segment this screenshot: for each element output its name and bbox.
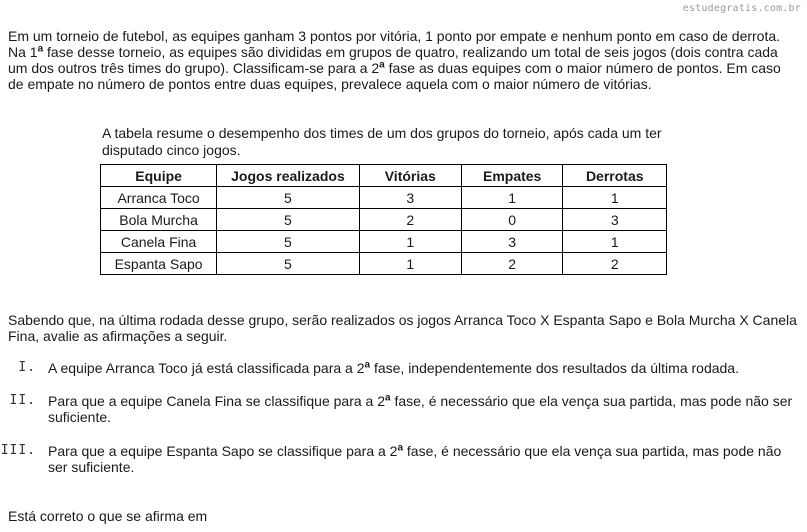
table-row	[101, 231, 667, 253]
cell-draws: 0	[461, 209, 563, 231]
question-closing: Está correto o que se afirma em	[8, 508, 208, 524]
cell-draws: 2	[461, 253, 563, 275]
question-context: Sabendo que, na última rodada desse grupo, serão realizados os jogos Arranca Toco X Espanta Sapo e Bola Murcha X Canela Fina, avalie as afirmações a seguir.	[8, 312, 797, 344]
cell-losses: 1	[563, 231, 667, 253]
cell-wins: 3	[359, 187, 461, 209]
cell-games: 5	[217, 231, 360, 253]
intro-part-1: Em um torneio de futebol, as equipes ganham 3 pontos por vitória, 1 ponto por empate e nenhum ponto em caso de derrota. Na	[8, 28, 781, 60]
cell-losses: 1	[563, 187, 667, 209]
cell-games: 5	[217, 187, 360, 209]
cell-wins: 2	[359, 209, 461, 231]
cell-draws: 1	[461, 187, 563, 209]
intro-part-3: fase as duas equipes com o maior número de pontos. Em caso de empate no número de pontos entre duas equipes, prevalece aquela com o maior número de vitórias.	[8, 60, 781, 92]
cell-team: Bola Murcha	[101, 209, 217, 231]
table-row	[101, 209, 667, 231]
cell-losses: 2	[563, 253, 667, 275]
intro-part-2: fase desse torneio, as equipes são divididas em grupos de quatro, realizando um total de seis jogos (dois contra cada um dos outros três times do grupo). Classificam-se para a 2	[8, 44, 778, 76]
table-row	[101, 253, 667, 275]
statement-number: I.	[18, 360, 36, 375]
table-header-row	[101, 165, 667, 187]
statement-text: Para que a equipe Canela Fina se classifique para a 2$^a$ fase, é necessário que ela vença sua partida, mas pode não ser suficiente.	[48, 392, 793, 425]
cell-team: Canela Fina	[101, 231, 217, 253]
table-caption: A tabela resume o desempenho dos times de um dos grupos do torneio, após cada um ter disputado cinco jogos.	[102, 125, 662, 158]
cell-wins: 1	[359, 253, 461, 275]
statement-number: II.	[9, 393, 36, 408]
intro-ordinal-2: a	[379, 59, 385, 71]
cell-games: 5	[217, 209, 360, 231]
cell-losses: 3	[563, 209, 667, 231]
header-losses: Derrotas	[563, 165, 667, 187]
table-row	[101, 187, 667, 209]
statement-number: III.	[0, 443, 36, 458]
cell-games: 5	[217, 253, 360, 275]
header-games: Jogos realizados	[217, 165, 360, 187]
statement-text: Para que a equipe Espanta Sapo se classifique para a 2$^a$ fase, é necessário que ela vença sua partida, mas pode não ser suficiente.	[48, 442, 782, 475]
question-intro	[8, 28, 800, 92]
cell-team: Arranca Toco	[101, 187, 217, 209]
intro-ordinal-1: a	[37, 43, 44, 55]
cell-team: Espanta Sapo	[101, 253, 217, 275]
header-wins: Vitórias	[359, 165, 461, 187]
statement-text: A equipe Arranca Toco já está classificada para a 2$^a$ fase, independentemente dos resultados da última rodada.	[48, 359, 739, 376]
site-watermark: estudegratis.com.br	[682, 3, 801, 14]
cell-draws: 3	[461, 231, 563, 253]
cell-wins: 1	[359, 231, 461, 253]
intro-number-1: 1	[29, 44, 38, 60]
header-draws: Empates	[461, 165, 563, 187]
standings-table	[100, 164, 667, 275]
header-team: Equipe	[101, 165, 217, 187]
